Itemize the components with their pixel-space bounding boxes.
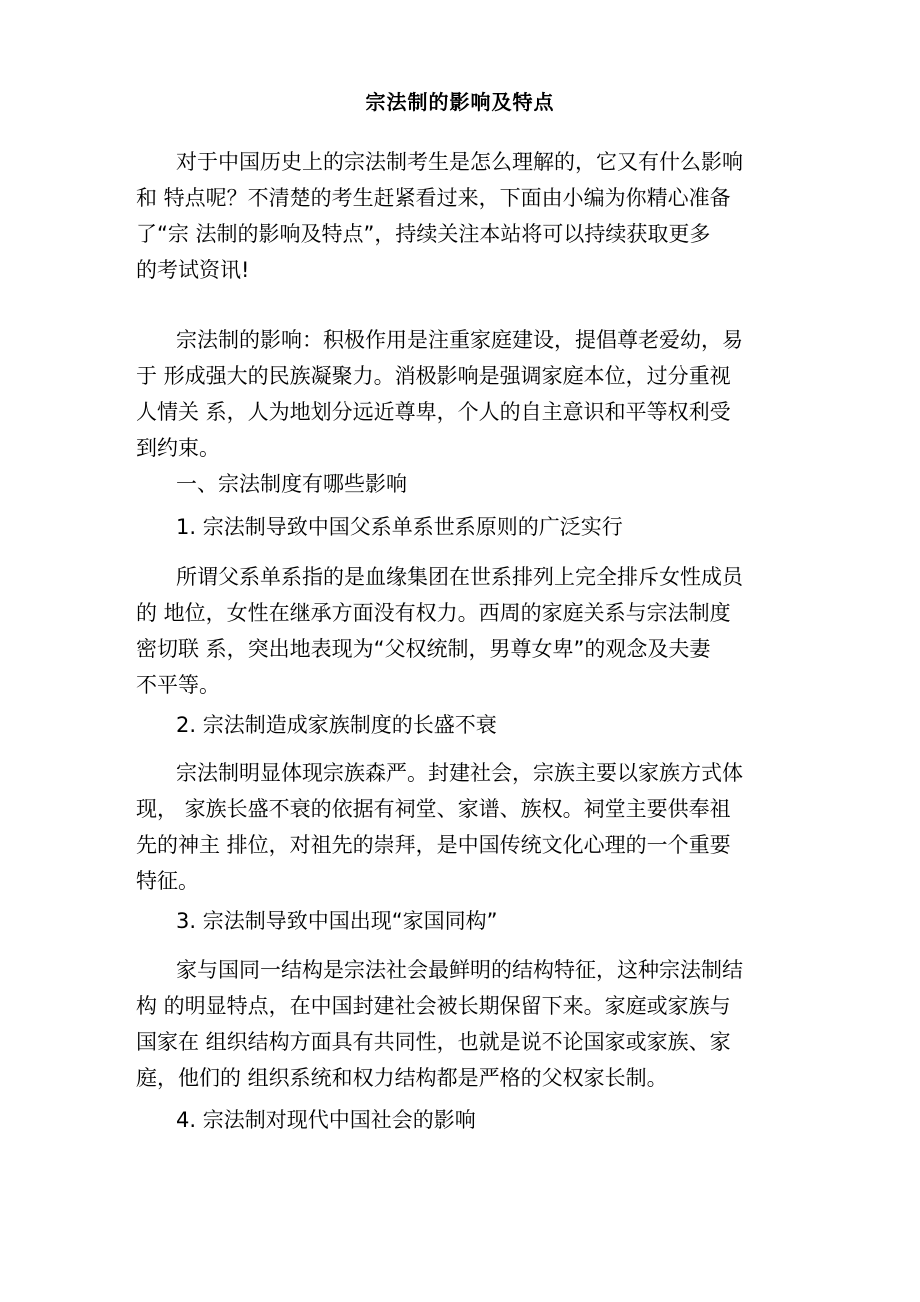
point1-heading: 1. 宗法制导致中国父系单系世系原则的广泛实行: [176, 515, 623, 539]
intro-line-4: 的考试资讯!: [136, 258, 250, 282]
point3-line-1: 家与国同一结构是宗法社会最鲜明的结构特征，这种宗法制结: [176, 958, 743, 982]
intro-line-2: 和 特点呢？不清楚的考生赶紧看过来，下面由小编为你精心准备: [136, 186, 731, 210]
point2-line-4: 特征。: [136, 869, 199, 893]
point3-line-3: 国家在 组织结构方面具有共同性，也就是说不论国家或家族、家: [136, 1030, 731, 1054]
point3-heading: 3. 宗法制导致中国出现“家国同构”: [176, 909, 498, 933]
point1-line-1: 所谓父系单系指的是血缘集团在世系排列上完全排斥女性成员: [176, 565, 743, 589]
summary-line-1: 宗法制的影响：积极作用是注重家庭建设，提倡尊老爱幼，易: [176, 328, 743, 352]
point1-line-4: 不平等。: [136, 673, 220, 697]
page-title: 宗法制的影响及特点: [365, 90, 555, 114]
summary-line-2: 于 形成强大的民族凝聚力。消极影响是强调家庭本位，过分重视: [136, 364, 731, 388]
point2-line-2: 现， 家族长盛不衰的依据有祠堂、家谱、族权。祠堂主要供奉祖: [136, 797, 731, 821]
point2-line-3: 先的神主 排位，对祖先的崇拜，是中国传统文化心理的一个重要: [136, 833, 731, 857]
intro-line-1: 对于中国历史上的宗法制考生是怎么理解的，它又有什么影响: [176, 150, 743, 174]
point1-line-2: 的 地位，女性在继承方面没有权力。西周的家庭关系与宗法制度: [136, 601, 731, 625]
point2-heading: 2. 宗法制造成家族制度的长盛不衰: [176, 713, 497, 737]
point4-heading: 4. 宗法制对现代中国社会的影响: [176, 1108, 476, 1132]
point1-line-3: 密切联 系，突出地表现为“父权统制，男尊女卑”的观念及夫妻: [136, 637, 711, 661]
section-heading: 一、宗法制度有哪些影响: [176, 472, 407, 496]
summary-line-4: 到约束。: [136, 436, 220, 460]
point3-line-2: 构 的明显特点，在中国封建社会被长期保留下来。家庭或家族与: [136, 994, 731, 1018]
intro-line-3: 了“宗 法制的影响及特点”，持续关注本站将可以持续获取更多: [136, 222, 711, 246]
summary-line-3: 人情关 系，人为地划分远近尊卑，个人的自主意识和平等权利受: [136, 400, 731, 424]
point2-line-1: 宗法制明显体现宗族森严。封建社会，宗族主要以家族方式体: [176, 761, 743, 785]
point3-line-4: 庭，他们的 组织系统和权力结构都是严格的父权家长制。: [136, 1066, 668, 1090]
